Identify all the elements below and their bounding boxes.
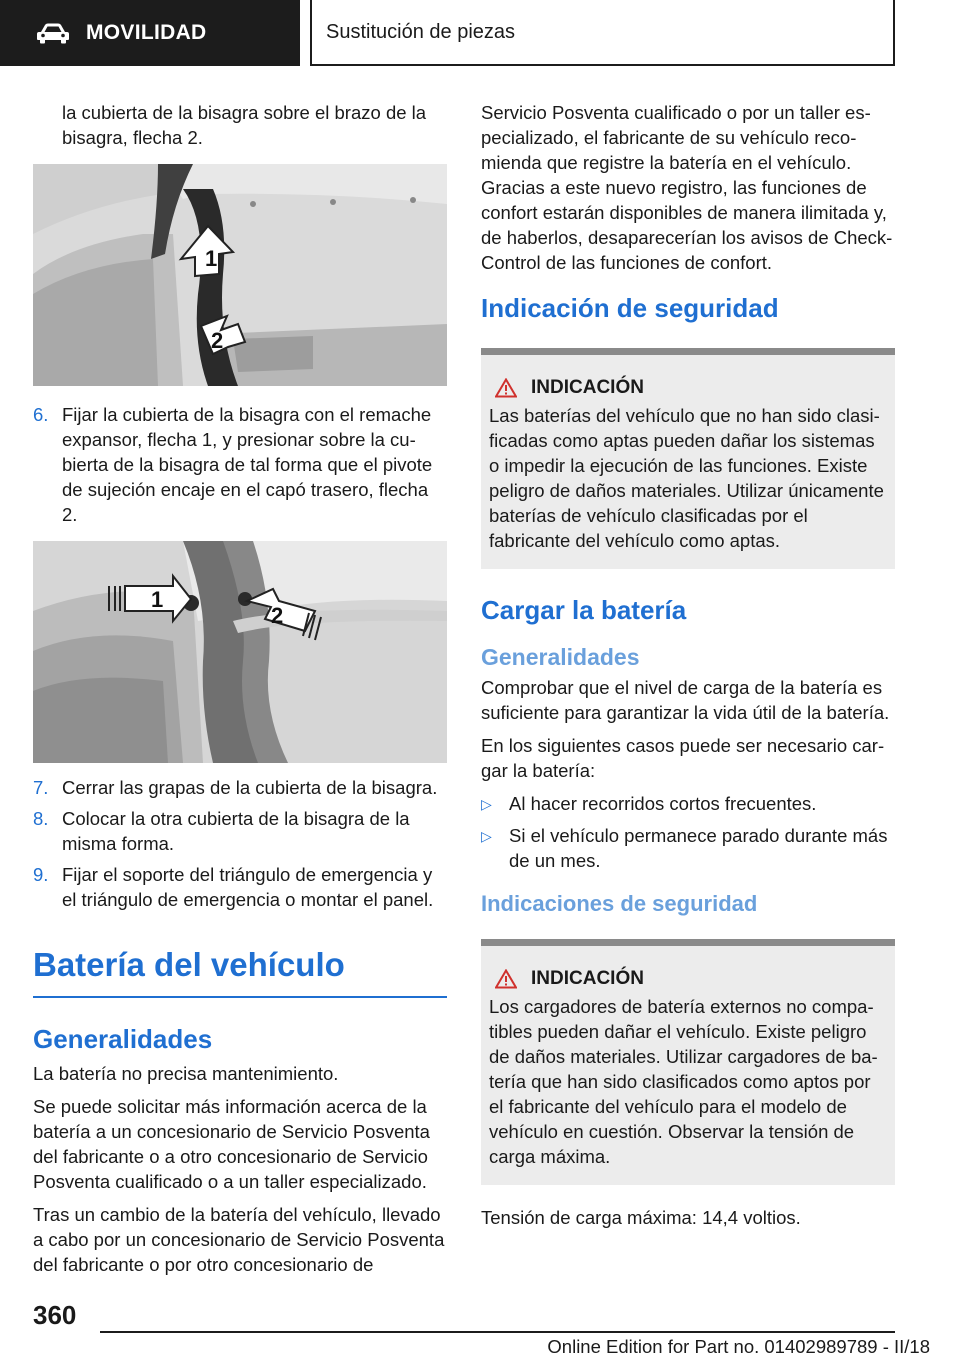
left-column: [33, 100, 447, 1285]
arrow-1-label: 1: [151, 587, 164, 612]
paragraph: Tensión de carga máxima: 14,4 voltios.: [481, 1207, 801, 1228]
heading-safety-instructions: Indicaciones de seguridad: [481, 891, 758, 916]
list-item: [481, 791, 895, 817]
hinge-rivet-illustration: [33, 541, 447, 763]
list-item-text: Si el vehículo permanece parado durante más de un mes.: [509, 825, 888, 871]
step-number: 8.: [33, 808, 49, 829]
step-8: [33, 806, 447, 856]
note-box: [481, 348, 895, 569]
warning-icon: [495, 378, 517, 398]
paragraph: La batería no precisa mantenimiento.: [33, 1063, 339, 1084]
paragraph: Tras un cambio de la batería del vehículo, llevado a cabo por un concesionario de Servicio Posventa del fabricante o por otro concesionario de: [33, 1204, 445, 1275]
page-number: 360: [33, 1300, 77, 1330]
arrow-2-label: 2: [271, 603, 284, 628]
step-9: [33, 862, 447, 912]
topic-title: Sustitución de piezas: [310, 0, 895, 66]
section-tab: [0, 0, 300, 66]
note-box: [481, 939, 895, 1185]
footer-edition: Online Edition for Part no. 01402989789 - II/18: [547, 1336, 930, 1357]
hinge-cover-illustration: [33, 164, 447, 386]
section-label: MOVILIDAD: [86, 21, 207, 44]
figure-hinge-cover-2: [33, 541, 447, 763]
car-icon: [36, 22, 70, 44]
step-text: Colocar la otra cubierta de la bisagra de la misma forma.: [62, 808, 410, 854]
arrow-1-label: 1: [205, 246, 218, 271]
arrow-2-label: 2: [211, 328, 224, 353]
paragraph: Servicio Posventa cualificado o por un taller especializado, el fabricante de su vehículo recomienda que registre la batería en el vehículo. Gracias a este nuevo registro, las funciones de confort estarán disponibles de manera ilimitada y, de haberlos, desaparecerían los avisos de Check-Control de las funciones de confort.: [481, 102, 893, 273]
heading-battery: Batería del vehículo: [33, 946, 447, 998]
triangle-bullet-icon: ▷: [481, 796, 492, 812]
heading-safety: Indicación de seguridad: [481, 293, 779, 323]
warning-icon: [495, 969, 517, 989]
step-text: Fijar la cubierta de la bisagra con el remache expansor, flecha 1, y presionar sobre la cubierta de la bisagra de tal forma que el pivote de sujeción encaje en el capó trasero, flecha 2.: [62, 404, 433, 525]
footer-divider: [100, 1331, 895, 1333]
subheading-general: Generalidades: [481, 644, 640, 670]
page-header: [0, 0, 960, 66]
list-item: [481, 823, 895, 873]
note-header: [489, 377, 887, 399]
note-text: Las baterías del vehículo que no han sido clasificadas como aptas pueden dañar los sistemas o impedir la ejecución de las funciones. Existe peligro de daños materiales. Utilizar únicamente baterías de vehículo clasificadas por el fabricante del vehículo como aptas.: [489, 405, 884, 551]
paragraph: Comprobar que el nivel de carga de la batería es suficiente para garantizar la vida útil de la batería.: [481, 677, 890, 723]
step-number: 9.: [33, 864, 49, 885]
subheading-general: Generalidades: [33, 1024, 213, 1054]
note-title: INDICACIÓN: [531, 968, 644, 989]
triangle-bullet-icon: ▷: [481, 828, 492, 844]
step-number: 7.: [33, 777, 49, 798]
step-text: Cerrar las grapas de la cubierta de la bisagra.: [62, 777, 438, 798]
step-number: 6.: [33, 404, 49, 425]
note-text: Los cargadores de batería externos no compatibles pueden dañar el vehículo. Existe peligro de daños materiales. Utilizar cargadores de batería que han sido clasificados como aptos por el fabricante del vehículo para el modelo de vehículo en cuestión. Observar la tensión de carga máxima.: [489, 996, 878, 1167]
note-header: [489, 968, 887, 990]
intro-text: la cubierta de la bisagra sobre el brazo de la bisagra, flecha 2.: [62, 102, 427, 148]
list-item-text: Al hacer recorridos cortos frecuentes.: [509, 793, 817, 814]
paragraph: Se puede solicitar más información acerca de la batería a un concesionario de Servicio Posventa del fabricante o a otro concesionario de Servicio Posventa cualificado o a un taller especializado.: [33, 1096, 430, 1192]
step-text: Fijar el soporte del triángulo de emergencia y el triángulo de emergencia o montar el panel.: [62, 864, 434, 910]
step-6: [33, 402, 447, 527]
step-7: [33, 775, 447, 800]
right-column: [481, 100, 895, 1238]
paragraph: En los siguientes casos puede ser necesario cargar la batería:: [481, 735, 885, 781]
note-title: INDICACIÓN: [531, 377, 644, 398]
figure-hinge-cover-1: [33, 164, 447, 386]
heading-charge: Cargar la batería: [481, 595, 687, 625]
